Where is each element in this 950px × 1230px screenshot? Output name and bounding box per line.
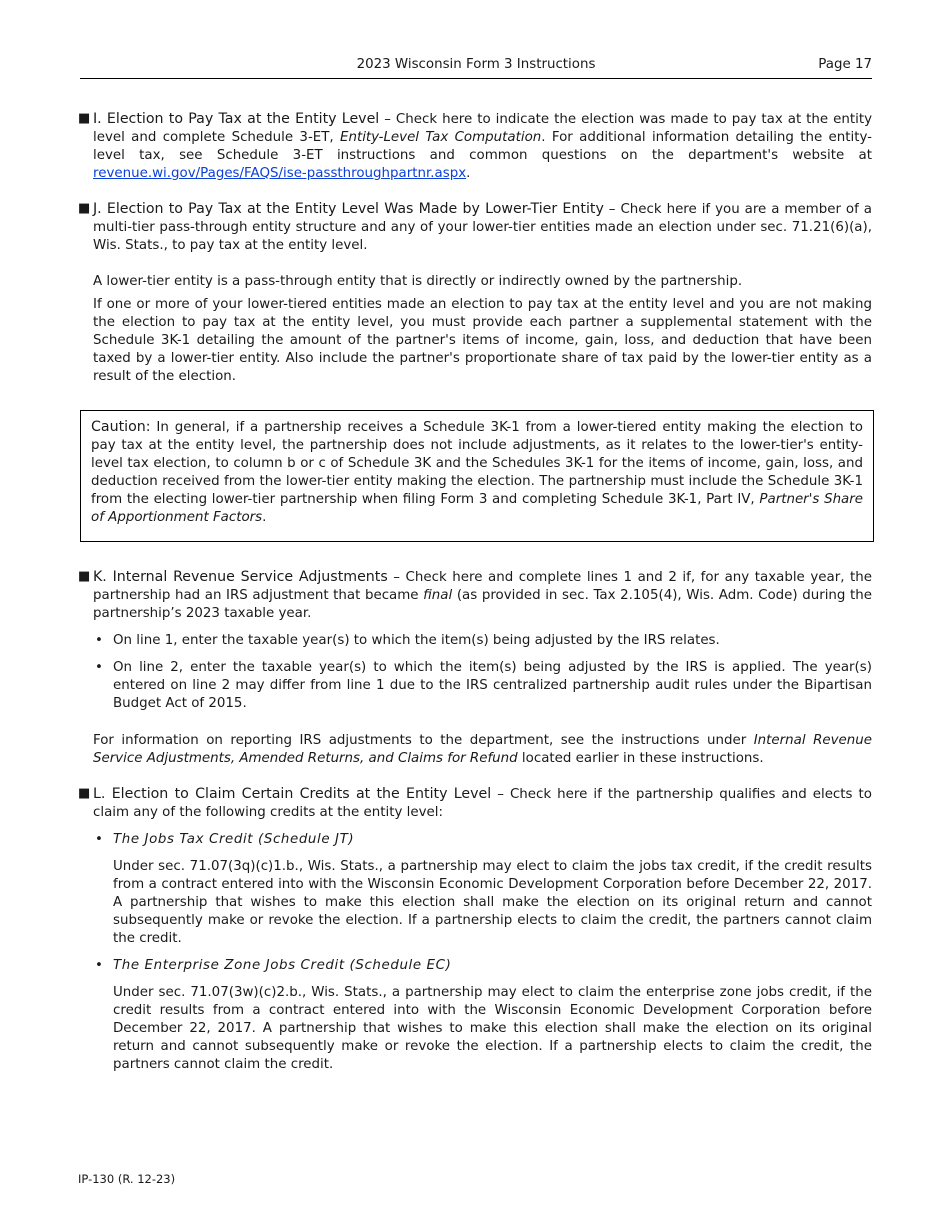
list-item — [93, 831, 872, 948]
section-j-heading: J. Election to Pay Tax at the Entity Level Was Made by Lower-Tier Entity — [93, 201, 604, 217]
section-k-paragraph: ■ K. Internal Revenue Service Adjustments – Check here and complete lines 1 and 2 if, for any taxable year, the partnership had an IRS adjustment that became final (as provided in sec. Tax 2.105(4), Wis. Adm. Code) during the partnership’s 2023 taxable year. — [78, 569, 872, 621]
section-l — [78, 785, 872, 1074]
document-title: 2023 Wisconsin Form 3 Instructions — [356, 57, 596, 72]
square-bullet-icon: ■ — [78, 111, 91, 126]
caution-label: Caution: — [91, 419, 151, 435]
section-j — [78, 200, 872, 386]
square-bullet-icon: ■ — [78, 569, 91, 584]
square-bullet-icon: ■ — [78, 786, 91, 801]
section-i-paragraph: ■ I. Election to Pay Tax at the Entity Level – Check here to indicate the election was made to pay tax at the entity level and complete Schedule 3-ET, Entity-Level Tax Computation. For additional information detailing the entity-level tax, see Schedule 3-ET instructions and common questions on the department's website at revenue.wi.gov/Pages/FAQS/ise-passthroughpartnr.aspx. — [78, 111, 873, 181]
bullet-dot-icon: • — [95, 633, 103, 648]
bullet-dot-icon: • — [95, 958, 103, 973]
list-item: • On line 1, enter the taxable year(s) to which the item(s) being adjusted by the IRS relates. — [95, 633, 720, 648]
section-j-note-2: If one or more of your lower-tiered entities made an election to pay tax at the entity level and you are not making the election to pay tax at the entity level, you must provide each partner a supplemental statement with the Schedule 3K-1 detailing the amount of the partner's items of income, gain, loss, and deduction that have been taxed by a lower-tier entity. Also include the partner's proportionate share of tax paid by the lower-tier entity as a result of the election. — [93, 297, 872, 384]
page-header — [80, 56, 872, 79]
bullet-dot-icon: • — [95, 832, 103, 847]
section-i — [78, 110, 872, 183]
credit-title: The Jobs Tax Credit (Schedule JT) — [113, 832, 355, 847]
caution-box: Caution: In general, if a partnership receives a Schedule 3K-1 from a lower-tiered entity making the election to pay tax at the entity level, the partnership does not include adjustments, as it relates to the lower-tier's entity-level tax election, to column b or c of Schedule 3K and the Schedules 3K-1 for the items of income, gain, loss, and deduction received from the lower-tier entity making the election. The partnership must include the Schedule 3K-1 from the electing lower-tier partnership when filing Form 3 and completing Schedule 3K-1, Part IV, Partner's Share of Apportionment Factors. — [80, 410, 874, 542]
bullet-dot-icon: • — [95, 660, 103, 675]
page-number: Page 17 — [818, 57, 872, 72]
section-j-note-1: A lower-tier entity is a pass-through entity that is directly or indirectly owned by the partnership. — [93, 274, 743, 289]
section-i-heading: I. Election to Pay Tax at the Entity Level — [93, 111, 380, 127]
form-code: IP-130 (R. 12-23) — [78, 1172, 176, 1186]
credit-body: Under sec. 71.07(3w)(c)2.b., Wis. Stats., a partnership may elect to claim the enterprise zone jobs credit, if the credit results from a contract entered into with the Wisconsin Economic Development Corporation before December 22, 2017. A partnership that wishes to make this election shall make the election on its original return and cannot subsequently make or revoke the election. If a partnership elects to claim the credit, the partners cannot claim the credit. — [113, 985, 872, 1072]
section-k-heading: K. Internal Revenue Service Adjustments — [93, 569, 388, 585]
section-k-note: For information on reporting IRS adjustments to the department, see the instructions under Internal Revenue Service Adjustments, Amended Returns, and Claims for Refund located earlier in these instructions. — [93, 733, 872, 766]
section-j-paragraph: ■ J. Election to Pay Tax at the Entity Level Was Made by Lower-Tier Entity – Check here if you are a member of a multi-tier pass-through entity structure and any of your lower-tier entities made an election under sec. 71.21(6)(a), Wis. Stats., to pay tax at the entity level. — [78, 201, 872, 253]
faq-link[interactable]: revenue.wi.gov/Pages/FAQS/ise-passthroughpartnr.aspx — [93, 166, 467, 181]
credit-title: The Enterprise Zone Jobs Credit (Schedule EC) — [113, 958, 452, 973]
credit-body: Under sec. 71.07(3q)(c)1.b., Wis. Stats., a partnership may elect to claim the jobs tax credit, if the credit results from a contract entered into with the Wisconsin Economic Development Corporation before December 22, 2017. A partnership that wishes to make this election shall make the election on its original return and cannot subsequently make or revoke the election. If a partnership elects to claim the credit, the partners cannot claim the credit. — [113, 859, 872, 946]
section-l-heading: L. Election to Claim Certain Credits at the Entity Level — [93, 786, 492, 802]
list-item: • On line 2, enter the taxable year(s) to which the item(s) being adjusted by the IRS is applied. The year(s) entered on line 2 may differ from line 1 due to the IRS centralized partnership audit rules under the Bipartisan Budget Act of 2015. — [95, 660, 872, 711]
list-item — [93, 957, 872, 1074]
square-bullet-icon: ■ — [78, 201, 91, 216]
section-k — [78, 568, 872, 768]
credits-list — [78, 831, 872, 1074]
section-k-list — [78, 632, 872, 713]
section-l-paragraph: ■ L. Election to Claim Certain Credits at the Entity Level – Check here if the partnership qualifies and elects to claim any of the following credits at the entity level: — [78, 786, 872, 820]
